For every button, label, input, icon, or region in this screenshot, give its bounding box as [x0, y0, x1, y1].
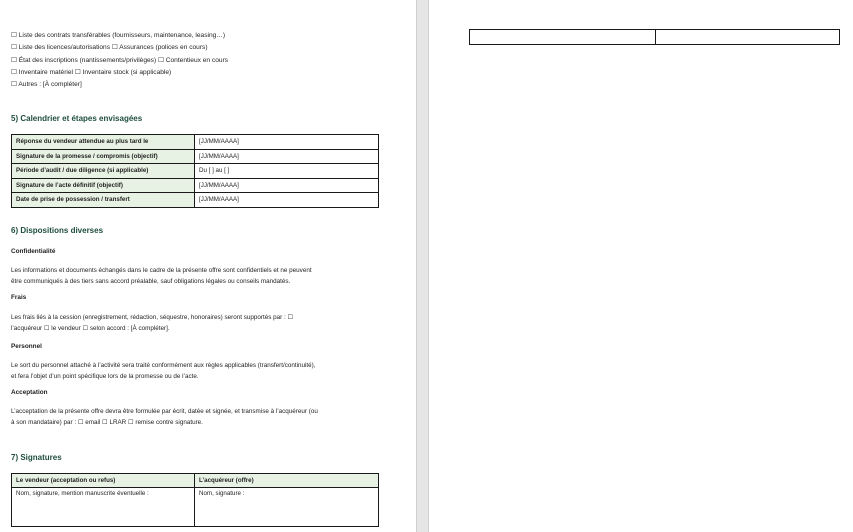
paragraph-line: Les frais liés à la cession (enregistrement, rédaction, séquestre, honoraires) seront supportés par : ☐ [11, 314, 294, 321]
empty-cell[interactable] [656, 30, 840, 45]
schedule-label: Signature de la promesse / compromis (objectif) [12, 149, 195, 164]
schedule-table [11, 134, 379, 208]
paragraph-line: et fera l’objet d’un point spécifique lors de la promesse ou de l’acte. [11, 373, 199, 380]
confidentiality-heading: Confidentialité [11, 248, 56, 255]
confidentiality-text [11, 265, 381, 287]
schedule-label: Réponse du vendeur attendue au plus tard le [12, 135, 195, 150]
schedule-value: [JJ/MM/AAAA] [195, 149, 379, 164]
paragraph-line: L’acceptation de la présente offre devra être formulée par écrit, datée et signée, et transmise à l’acquéreur (ou [11, 408, 318, 415]
fees-text [11, 312, 381, 334]
personnel-heading: Personnel [11, 343, 42, 350]
section-7-title: 7) Signatures [11, 453, 62, 462]
paragraph-line: Le sort du personnel attaché à l’activité sera traité conformément aux règles applicables (transfert/continuité), [11, 362, 316, 369]
table-header-row [12, 474, 379, 488]
table-row [470, 30, 840, 45]
table-row [12, 193, 379, 208]
table-row [12, 135, 379, 150]
fees-heading: Frais [11, 294, 27, 301]
table-row [12, 178, 379, 193]
schedule-value: [JJ/MM/AAAA] [195, 178, 379, 193]
paragraph-line: à son mandataire) par : ☐ email ☐ LRAR ☐ remise contre signature. [11, 419, 203, 426]
schedule-label: Date de prise de possession / transfert [12, 193, 195, 208]
buyer-signature-field[interactable]: Nom, signature : [195, 488, 379, 527]
signatures-table [11, 473, 379, 527]
acceptance-text [11, 406, 381, 428]
page-gutter [416, 0, 429, 532]
paragraph-line: Les informations et documents échangés dans le cadre de la présente offre sont confidentiels et ne peuvent [11, 267, 312, 274]
table-row [12, 488, 379, 527]
empty-table [469, 29, 840, 45]
table-row [12, 164, 379, 179]
document-page-left [0, 0, 416, 532]
table-row [12, 149, 379, 164]
schedule-value: [JJ/MM/AAAA] [195, 193, 379, 208]
checklist-item: ☐ Autres : [À compléter] [11, 81, 82, 88]
buyer-header: L’acquéreur (offre) [195, 474, 379, 488]
schedule-label: Période d’audit / due diligence (si applicable) [12, 164, 195, 179]
section-6-title: 6) Dispositions diverses [11, 226, 104, 235]
section-5-title: 5) Calendrier et étapes envisagées [11, 114, 143, 123]
acceptance-heading: Acceptation [11, 389, 48, 396]
checklist-item: ☐ État des inscriptions (nantissements/privilèges) ☐ Contentieux en cours [11, 57, 229, 64]
empty-cell[interactable] [470, 30, 656, 45]
schedule-value: Du [ ] au [ ] [195, 164, 379, 179]
checklist-item: ☐ Inventaire matériel ☐ Inventaire stock (si applicable) [11, 69, 172, 76]
document-page-right [429, 0, 853, 532]
paragraph-line: l’acquéreur ☐ le vendeur ☐ selon accord : [À compléter]. [11, 325, 170, 332]
checklist-item: ☐ Liste des contrats transférables (fournisseurs, maintenance, leasing…) [11, 32, 226, 39]
schedule-value: [JJ/MM/AAAA] [195, 135, 379, 150]
paragraph-line: être communiqués à des tiers sans accord préalable, sauf obligations légales ou conseils mandatés. [11, 278, 291, 285]
seller-header: Le vendeur (acceptation ou refus) [12, 474, 195, 488]
checklist-item: ☐ Liste des licences/autorisations ☐ Assurances (polices en cours) [11, 44, 208, 51]
personnel-text [11, 360, 381, 382]
seller-signature-field[interactable]: Nom, signature, mention manuscrite éventuelle : [12, 488, 195, 527]
schedule-label: Signature de l’acte définitif (objectif) [12, 178, 195, 193]
